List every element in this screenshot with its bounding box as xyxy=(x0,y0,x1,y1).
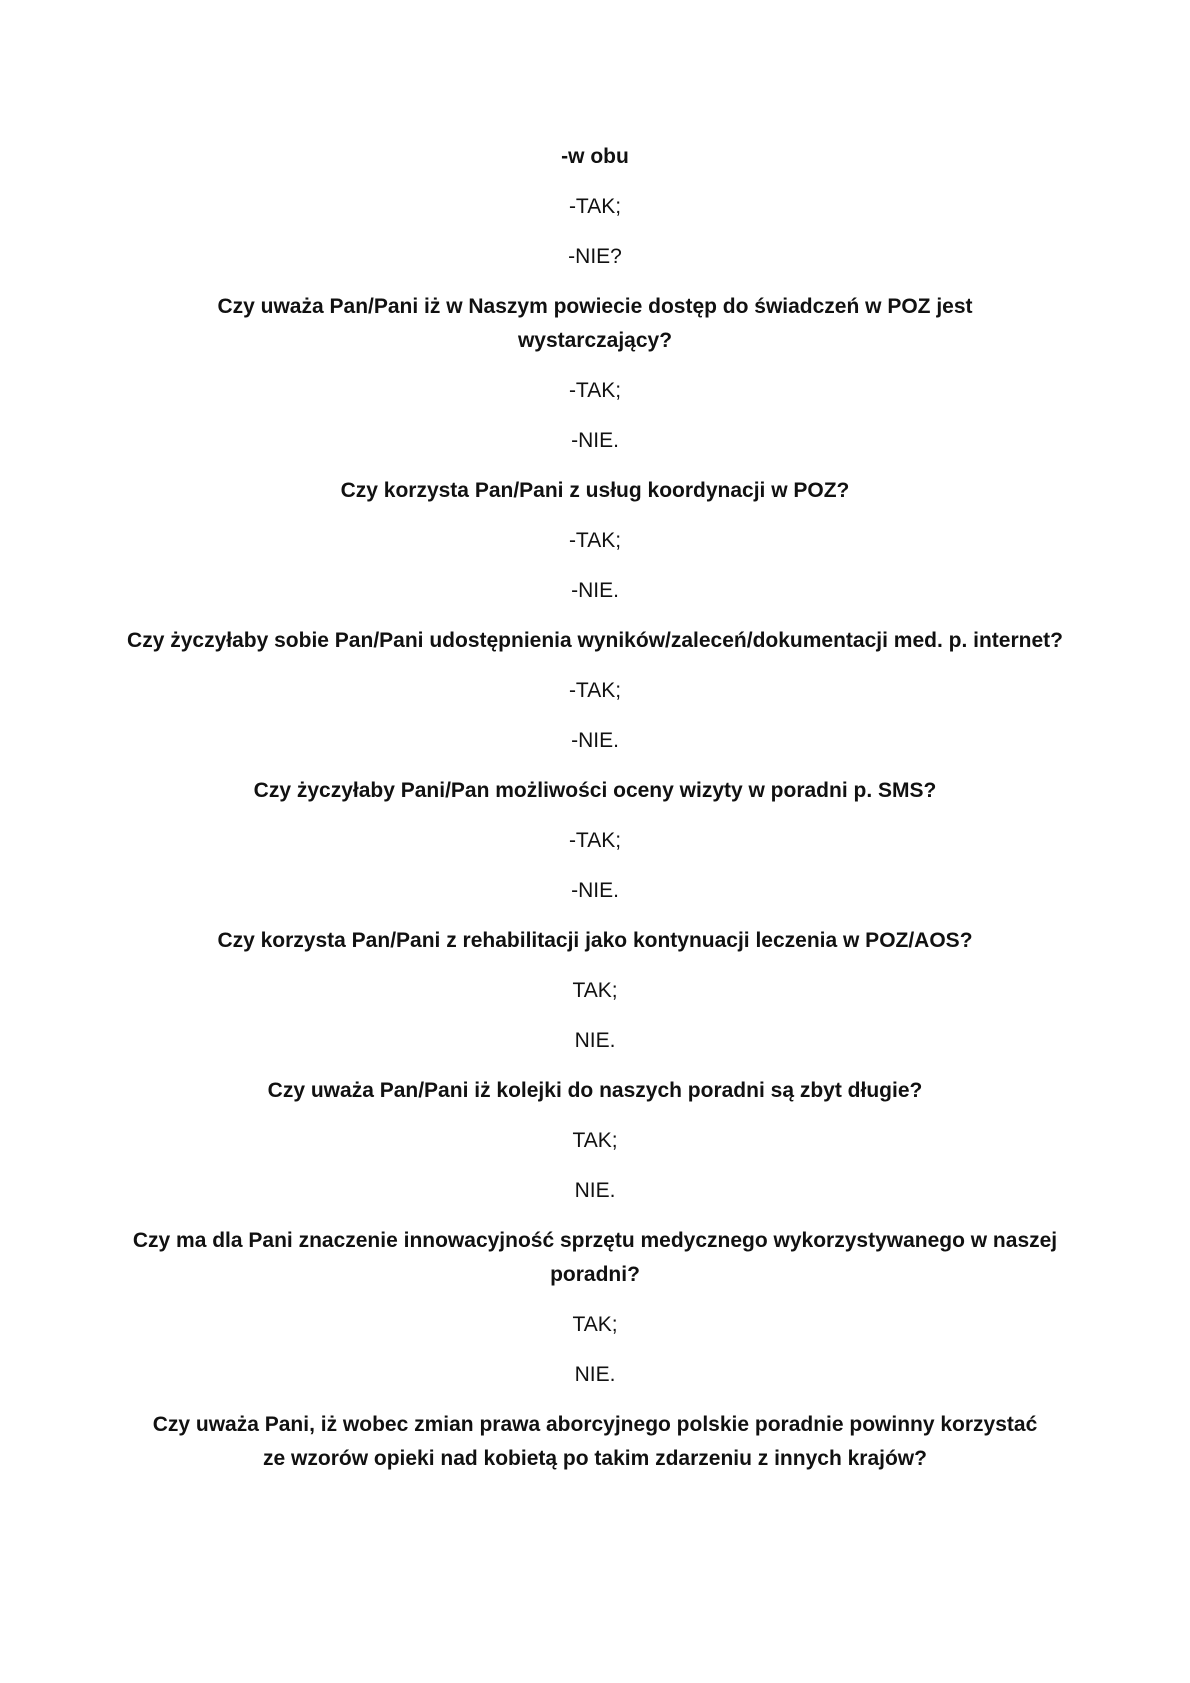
question-queues: Czy uważa Pan/Pani iż kolejki do naszych poradni są zbyt długie? xyxy=(267,1079,923,1102)
question-rehabilitation: Czy korzysta Pan/Pani z rehabilitacji jako kontynuacji leczenia w POZ/AOS? xyxy=(217,929,973,952)
question-equipment-innovation: Czy ma dla Pani znaczenie innowacyjność sprzętu medycznego wykorzystywanego w naszej poradni? xyxy=(132,1229,1058,1286)
question-sms-rating: Czy życzyłaby Pani/Pan możliwości oceny wizyty w poradni p. SMS? xyxy=(253,779,937,802)
answer-no: NIE. xyxy=(574,1029,616,1052)
question-coordination-services: Czy korzysta Pan/Pani z usług koordynacji w POZ? xyxy=(340,479,850,502)
answer-yes: -TAK; xyxy=(568,679,622,702)
answer-no: NIE. xyxy=(574,1179,616,1202)
answer-yes: TAK; xyxy=(572,1313,618,1336)
answer-no: NIE. xyxy=(574,1363,616,1386)
answer-yes: -TAK; xyxy=(568,529,622,552)
answer-no: -NIE. xyxy=(571,729,619,752)
answer-yes: -TAK; xyxy=(568,379,622,402)
answer-yes: -TAK; xyxy=(568,195,622,218)
answer-no: -NIE. xyxy=(571,879,619,902)
answer-yes: TAK; xyxy=(572,979,618,1002)
answer-yes: TAK; xyxy=(572,1129,618,1152)
answer-yes: -TAK; xyxy=(568,829,622,852)
answer-no: -NIE. xyxy=(571,579,619,602)
question-online-results: Czy życzyłaby sobie Pan/Pani udostępnienia wyników/zaleceń/dokumentacji med. p. internet? xyxy=(127,629,1063,652)
answer-no: -NIE? xyxy=(568,245,622,268)
answer-option-both-heading: -w obu xyxy=(561,145,629,168)
question-care-models: Czy uważa Pani, iż wobec zmian prawa aborcyjnego polskie poradnie powinny korzystać ze wzorów opieki nad kobietą po takim zdarzeniu z innych krajów? xyxy=(152,1413,1038,1470)
survey-content xyxy=(127,140,1063,1492)
question-poz-access: Czy uważa Pan/Pani iż w Naszym powiecie dostęp do świadczeń w POZ jest wystarczający? xyxy=(217,295,973,352)
answer-no: -NIE. xyxy=(571,429,619,452)
